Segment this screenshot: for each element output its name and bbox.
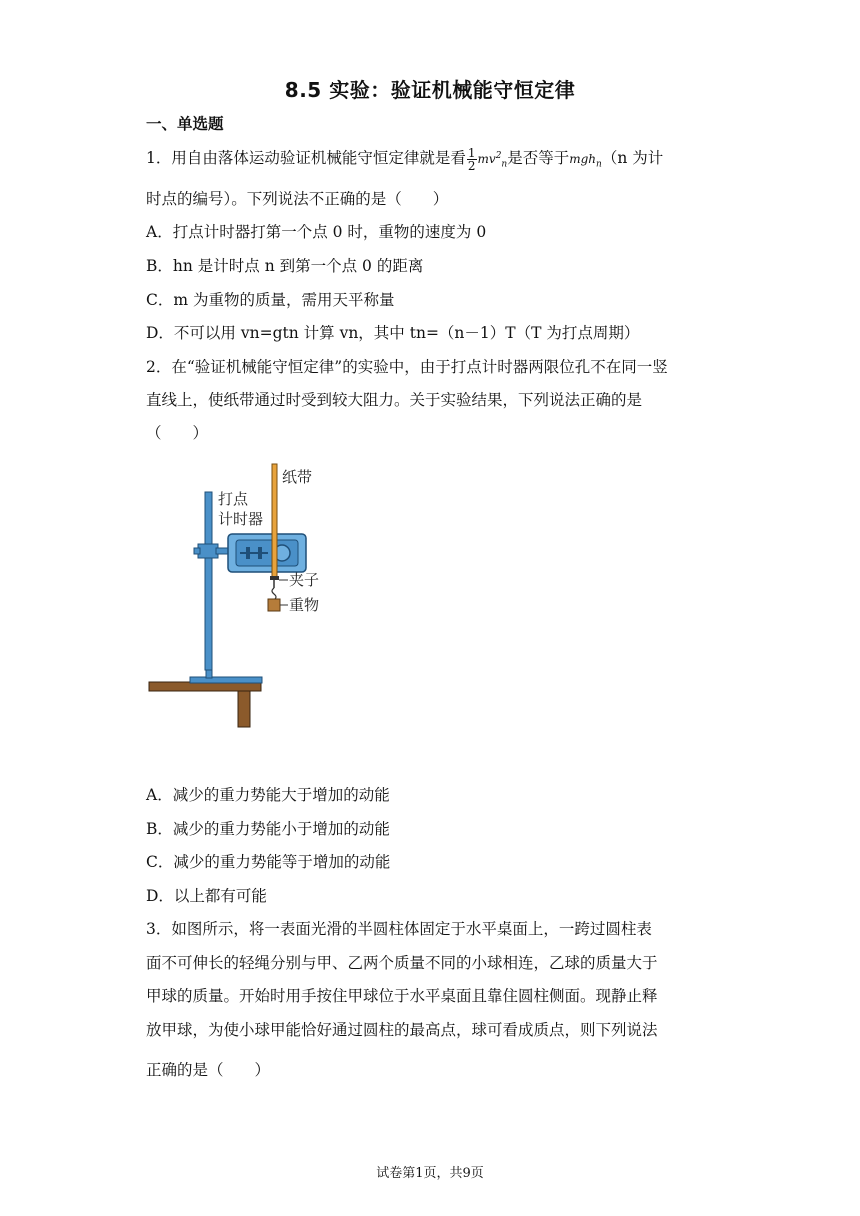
section-heading: 一、单选题: [146, 115, 224, 133]
q3-stem-line1: 3．如图所示，将一表面光滑的半圆柱体固定于水平桌面上，一跨过圆柱表: [146, 920, 652, 938]
q2-option-a: A．减少的重力势能大于增加的动能: [146, 786, 390, 804]
q1-prefix: 1．用自由落体运动验证机械能守恒定律就是看: [146, 149, 466, 167]
q1-expr-potential: mgh$_n$: [569, 152, 602, 170]
q1-frac-num: 1: [467, 145, 476, 160]
q2-option-d: D．以上都有可能: [146, 887, 267, 905]
q3-stem-line4: 放甲球，为使小球甲能恰好通过圆柱的最高点，球可看成质点，则下列说法: [146, 1021, 658, 1039]
q3-stem-line3: 甲球的质量。开始时用手按住甲球位于水平桌面且靠住圆柱侧面。现静止释: [146, 987, 658, 1005]
label-clip: 夹子: [289, 571, 320, 589]
q1-mid: 是否等于: [507, 149, 570, 167]
q2-option-c: C．减少的重力势能等于增加的动能: [146, 853, 391, 871]
q1-option-d: D．不可以用 vn=gtn 计算 vn，其中 tn=（n－1）T（T 为打点周期）: [146, 324, 640, 342]
q2-stem-line3: （ ）: [146, 424, 209, 442]
q1-stem-line1: [146, 146, 663, 172]
q1-stem-line2: 时点的编号）。下列说法不正确的是（ ）: [146, 190, 449, 208]
timer-apparatus-figure: [146, 458, 346, 730]
q1-fraction: [467, 147, 477, 172]
q1-option-b: B．hn 是计时点 n 到第一个点 0 的距离: [146, 257, 424, 275]
q2-option-b: B．减少的重力势能小于增加的动能: [146, 820, 390, 838]
label-weight: 重物: [289, 596, 320, 614]
label-tape: 纸带: [282, 468, 313, 486]
q2-stem-line1: 2．在“验证机械能守恒定律”的实验中，由于打点计时器两限位孔不在同一竖: [146, 358, 668, 376]
label-timer-line1: 打点: [218, 490, 249, 508]
q3-stem-line5: 正确的是（ ）: [146, 1061, 271, 1079]
q1-option-c: C．m 为重物的质量，需用天平称量: [146, 291, 395, 309]
q2-stem-line2: 直线上，使纸带通过时受到较大阻力。关于实验结果，下列说法正确的是: [146, 391, 643, 409]
q1-tail: （n 为计: [601, 149, 664, 167]
page-footer: 试卷第1页，共9页: [376, 1166, 484, 1181]
q3-stem-line2: 面不可伸长的轻绳分别与甲、乙两个质量不同的小球相连，乙球的质量大于: [146, 954, 658, 972]
q1-expr-kinetic: $mv^2_n$: [477, 151, 508, 170]
q1-frac-den: 2: [467, 158, 476, 173]
page-title: 8.5 实验：验证机械能守恒定律: [284, 78, 576, 102]
q1-option-a: A．打点计时器打第一个点 0 时，重物的速度为 0: [146, 223, 487, 241]
label-timer-line2: 计时器: [218, 510, 264, 528]
